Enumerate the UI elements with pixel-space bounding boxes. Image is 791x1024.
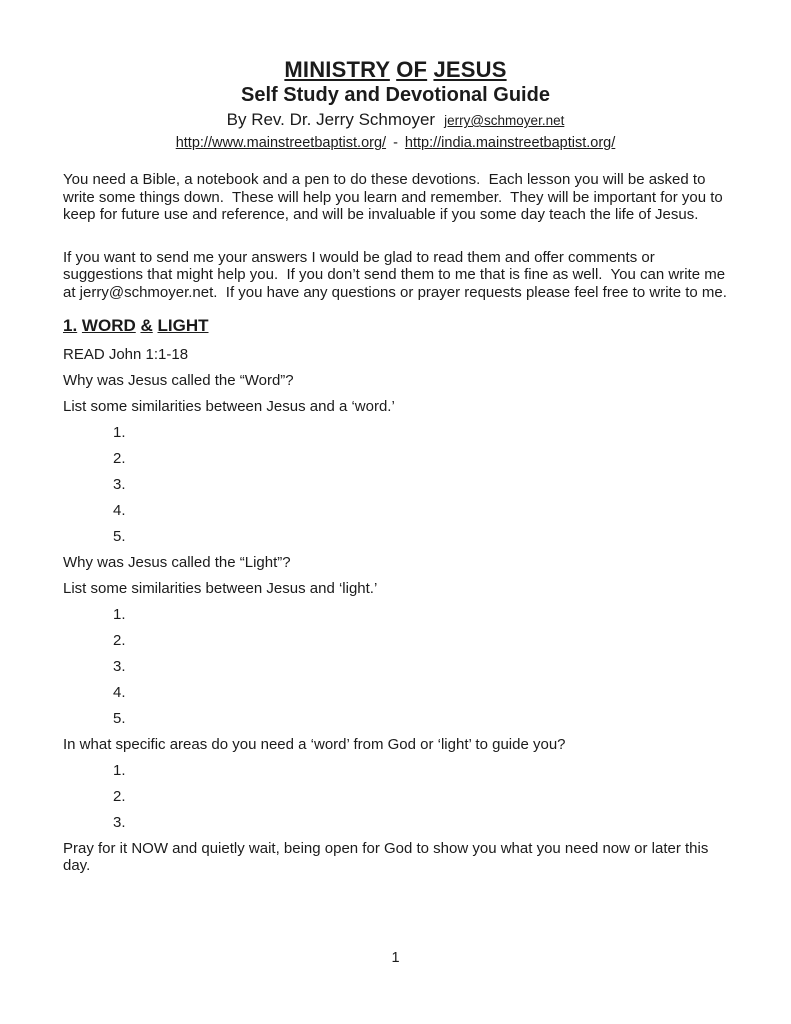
list-item: 1.	[113, 423, 126, 441]
list-intro-word: List some similarities between Jesus and a ‘word.’	[63, 397, 395, 415]
section-heading: 1. WORD & LIGHT	[63, 316, 209, 335]
read-instruction: READ John 1:1-18	[63, 345, 189, 363]
list-intro-light: List some similarities between Jesus and ‘light.’	[63, 579, 378, 597]
question-light: Why was Jesus called the “Light”?	[63, 553, 291, 571]
document-subtitle: Self Study and Devotional Guide	[241, 84, 550, 106]
list-item: 3.	[113, 813, 126, 831]
list-item: 1.	[113, 761, 126, 779]
website-link-main[interactable]: http://www.mainstreetbaptist.org/	[175, 135, 387, 151]
document-title: MINISTRY OF JESUS	[284, 57, 507, 82]
list-item: 5.	[113, 709, 126, 727]
list-item: 1.	[113, 605, 126, 623]
list-item: 2.	[113, 787, 126, 805]
list-item: 2.	[113, 449, 126, 467]
page-number: 1	[391, 950, 400, 966]
list-item: 4.	[113, 501, 126, 519]
closing-instruction: Pray for it NOW and quietly wait, being open for God to show you what you need now or later this day.	[63, 839, 713, 874]
link-separator: -	[393, 135, 398, 151]
author-email-link[interactable]: jerry@schmoyer.net	[444, 113, 565, 128]
intro-paragraph-2: If you want to send me your answers I would be glad to read them and offer comments or suggestions that might help you. If you don’t send them to me that is fine as well. You can write me at jerry@schmoyer.net. If you have any questions or prayer requests please feel free to write to me.	[63, 248, 730, 301]
list-item: 5.	[113, 527, 126, 545]
list-item: 3.	[113, 657, 126, 675]
document-body	[63, 171, 728, 875]
list-item: 3.	[113, 475, 126, 493]
intro-paragraph-1: You need a Bible, a notebook and a pen to do these devotions. Each lesson you will be asked to write some things down. These will help you learn and remember. They will be important for you to keep for future use and reference, and will be invaluable if you some day teach the life of Jesus.	[63, 171, 727, 223]
question-word: Why was Jesus called the “Word”?	[63, 371, 294, 389]
byline	[63, 108, 728, 133]
question-specific-areas: In what specific areas do you need a ‘word’ from God or ‘light’ to guide you?	[63, 735, 566, 753]
list-item: 4.	[113, 683, 126, 701]
website-link-india[interactable]: http://india.mainstreetbaptist.org/	[404, 135, 616, 151]
website-links	[63, 133, 728, 154]
list-item: 2.	[113, 631, 126, 649]
author-name: By Rev. Dr. Jerry Schmoyer	[226, 110, 436, 129]
